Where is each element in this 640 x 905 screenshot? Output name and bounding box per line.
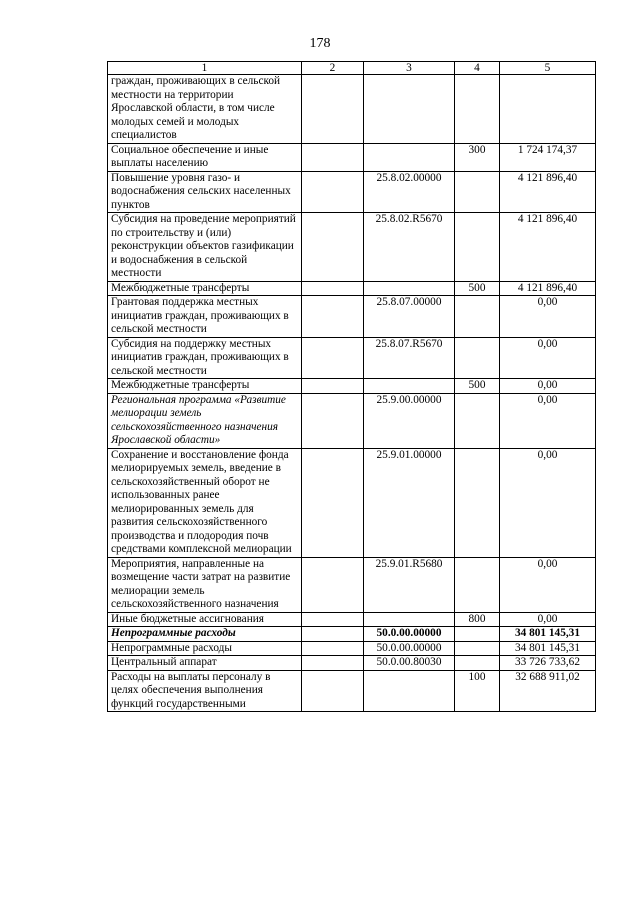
row-code-cell: 25.9.00.00000 bbox=[364, 393, 455, 448]
row-name-cell: Иные бюджетные ассигнования bbox=[108, 612, 302, 627]
row-amount-cell: 0,00 bbox=[500, 296, 596, 338]
row-amount-cell: 0,00 bbox=[500, 393, 596, 448]
row-blank-cell bbox=[302, 75, 364, 144]
row-name-cell: Грантовая поддержка местных инициатив граждан, проживающих в сельской местности bbox=[108, 296, 302, 338]
row-code-cell: 50.0.00.00000 bbox=[364, 641, 455, 656]
row-amount-cell: 4 121 896,40 bbox=[500, 213, 596, 282]
row-blank-cell bbox=[302, 296, 364, 338]
row-blank-cell bbox=[302, 612, 364, 627]
table-row bbox=[108, 612, 596, 627]
row-name-cell: Непрограммные расходы bbox=[108, 641, 302, 656]
table-row bbox=[108, 670, 596, 712]
row-type-cell bbox=[455, 75, 500, 144]
table-row bbox=[108, 448, 596, 557]
row-name-cell: граждан, проживающих в сельской местности на территории Ярославской области, в том числе молодых семей и молодых специалистов bbox=[108, 75, 302, 144]
row-code-cell: 25.9.01.00000 bbox=[364, 448, 455, 557]
row-amount-cell: 34 801 145,31 bbox=[500, 641, 596, 656]
row-blank-cell bbox=[302, 337, 364, 379]
row-blank-cell bbox=[302, 670, 364, 712]
column-header: 4 bbox=[455, 62, 500, 75]
row-type-cell: 100 bbox=[455, 670, 500, 712]
row-type-cell bbox=[455, 627, 500, 642]
row-code-cell bbox=[364, 281, 455, 296]
row-name-cell: Межбюджетные трансферты bbox=[108, 379, 302, 394]
row-code-cell bbox=[364, 612, 455, 627]
row-amount-cell: 0,00 bbox=[500, 337, 596, 379]
table-row bbox=[108, 213, 596, 282]
row-name-cell: Центральный аппарат bbox=[108, 656, 302, 671]
row-type-cell: 500 bbox=[455, 379, 500, 394]
table-header-row bbox=[108, 62, 596, 75]
row-amount-cell: 1 724 174,37 bbox=[500, 143, 596, 171]
table-row bbox=[108, 143, 596, 171]
row-blank-cell bbox=[302, 557, 364, 612]
table-row bbox=[108, 393, 596, 448]
row-name-cell: Мероприятия, направленные на возмещение части затрат на развитие мелиорации земель сельскохозяйственного назначения bbox=[108, 557, 302, 612]
row-blank-cell bbox=[302, 143, 364, 171]
row-blank-cell bbox=[302, 379, 364, 394]
row-type-cell bbox=[455, 337, 500, 379]
row-code-cell: 25.8.02.R5670 bbox=[364, 213, 455, 282]
table-row bbox=[108, 281, 596, 296]
row-code-cell bbox=[364, 75, 455, 144]
row-code-cell bbox=[364, 143, 455, 171]
row-amount-cell: 4 121 896,40 bbox=[500, 281, 596, 296]
row-blank-cell bbox=[302, 641, 364, 656]
row-name-cell: Межбюджетные трансферты bbox=[108, 281, 302, 296]
table-row bbox=[108, 627, 596, 642]
table-row bbox=[108, 641, 596, 656]
row-blank-cell bbox=[302, 171, 364, 213]
row-name-cell: Сохранение и восстановление фонда мелиорируемых земель, введение в сельскохозяйственный оборот не использованных ранее мелиорированных земель для развития сельскохозяйственного производства и плодородия почв средствами комплексной мелиорации bbox=[108, 448, 302, 557]
row-amount-cell: 0,00 bbox=[500, 612, 596, 627]
row-code-cell: 25.8.02.00000 bbox=[364, 171, 455, 213]
column-header: 5 bbox=[500, 62, 596, 75]
table-body bbox=[108, 75, 596, 712]
table-row bbox=[108, 379, 596, 394]
row-blank-cell bbox=[302, 448, 364, 557]
row-amount-cell: 4 121 896,40 bbox=[500, 171, 596, 213]
row-name-cell: Региональная программа «Развитие мелиорации земель сельскохозяйственного назначения Ярославской области» bbox=[108, 393, 302, 448]
table-row bbox=[108, 171, 596, 213]
table-row bbox=[108, 656, 596, 671]
row-code-cell: 50.0.00.00000 bbox=[364, 627, 455, 642]
row-code-cell bbox=[364, 379, 455, 394]
row-name-cell: Субсидия на проведение мероприятий по строительству и (или) реконструкции объектов газификации и водоснабжения в сельской местности bbox=[108, 213, 302, 282]
row-code-cell: 50.0.00.80030 bbox=[364, 656, 455, 671]
row-amount-cell: 0,00 bbox=[500, 557, 596, 612]
budget-table bbox=[107, 61, 596, 712]
column-header: 1 bbox=[108, 62, 302, 75]
row-type-cell bbox=[455, 641, 500, 656]
row-type-cell bbox=[455, 296, 500, 338]
row-blank-cell bbox=[302, 213, 364, 282]
row-type-cell: 300 bbox=[455, 143, 500, 171]
column-header: 2 bbox=[302, 62, 364, 75]
row-blank-cell bbox=[302, 281, 364, 296]
column-header: 3 bbox=[364, 62, 455, 75]
row-code-cell: 25.8.07.00000 bbox=[364, 296, 455, 338]
row-type-cell bbox=[455, 171, 500, 213]
row-name-cell: Социальное обеспечение и иные выплаты населению bbox=[108, 143, 302, 171]
row-blank-cell bbox=[302, 393, 364, 448]
table-row bbox=[108, 337, 596, 379]
table-row bbox=[108, 75, 596, 144]
row-amount-cell: 0,00 bbox=[500, 379, 596, 394]
table-row bbox=[108, 557, 596, 612]
row-name-cell: Расходы на выплаты персоналу в целях обеспечения выполнения функций государственными bbox=[108, 670, 302, 712]
page-number: 178 bbox=[309, 36, 331, 51]
row-name-cell: Повышение уровня газо- и водоснабжения сельских населенных пунктов bbox=[108, 171, 302, 213]
table-row bbox=[108, 296, 596, 338]
row-name-cell: Непрограммные расходы bbox=[108, 627, 302, 642]
row-type-cell bbox=[455, 557, 500, 612]
row-type-cell bbox=[455, 393, 500, 448]
row-type-cell: 500 bbox=[455, 281, 500, 296]
row-blank-cell bbox=[302, 656, 364, 671]
row-code-cell bbox=[364, 670, 455, 712]
row-blank-cell bbox=[302, 627, 364, 642]
row-code-cell: 25.9.01.R5680 bbox=[364, 557, 455, 612]
row-amount-cell bbox=[500, 75, 596, 144]
row-code-cell: 25.8.07.R5670 bbox=[364, 337, 455, 379]
row-amount-cell: 0,00 bbox=[500, 448, 596, 557]
row-type-cell bbox=[455, 213, 500, 282]
row-type-cell: 800 bbox=[455, 612, 500, 627]
row-amount-cell: 33 726 733,62 bbox=[500, 656, 596, 671]
row-type-cell bbox=[455, 448, 500, 557]
row-name-cell: Субсидия на поддержку местных инициатив граждан, проживающих в сельской местности bbox=[108, 337, 302, 379]
row-type-cell bbox=[455, 656, 500, 671]
row-amount-cell: 32 688 911,02 bbox=[500, 670, 596, 712]
row-amount-cell: 34 801 145,31 bbox=[500, 627, 596, 642]
